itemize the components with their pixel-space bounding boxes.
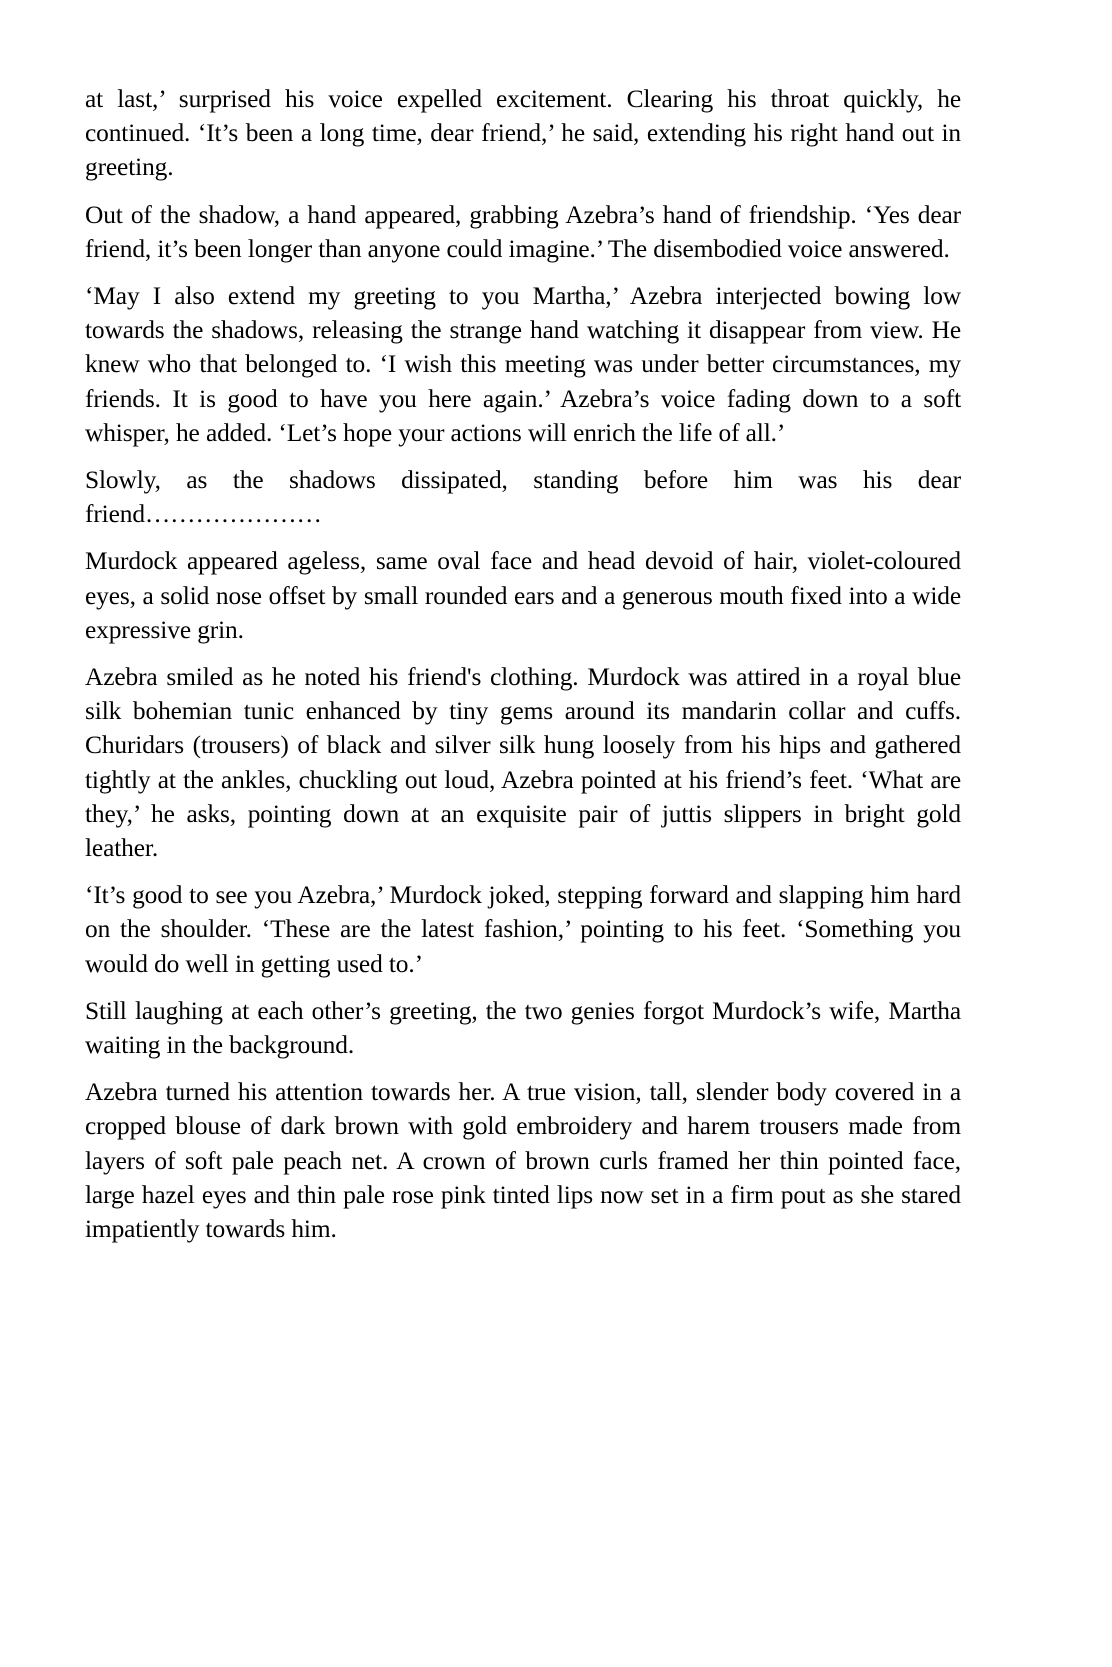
paragraph-9: Azebra turned his attention towards her. A true vision, tall, slender body covered in a cropped blouse of dark brown with gold embroidery and harem trousers made from layers of soft pale peach net. A crown of brown curls framed her thin pointed face, large hazel eyes and thin pale rose pink tinted lips now set in a firm pout as she stared impatiently towards him. xyxy=(85,1078,961,1244)
paragraph-7: ‘It’s good to see you Azebra,’ Murdock joked, stepping forward and slapping him hard on the shoulder. ‘These are the latest fashion,’ pointing to his feet. ‘Something you would do well in getting used to.’ xyxy=(85,881,961,978)
paragraph-1: at last,’ surprised his voice expelled excitement. Clearing his throat quickly, he continued. ‘It’s been a long time, dear friend,’ he said, extending his right hand out in greeting. xyxy=(85,85,961,182)
paragraph-8: Still laughing at each other’s greeting, the two genies forgot Murdock’s wife, Martha waiting in the background. xyxy=(85,996,961,1060)
paragraph-5: Murdock appeared ageless, same oval face and head devoid of hair, violet-coloured eyes, a solid nose offset by small rounded ears and a generous mouth fixed into a wide expressive grin. xyxy=(85,547,961,644)
paragraph-2: Out of the shadow, a hand appeared, grabbing Azebra’s hand of friendship. ‘Yes dear friend, it’s been longer than anyone could imagine.’ The disembodied voice answered. xyxy=(85,200,961,263)
text-column xyxy=(85,82,961,1246)
paragraph-4-ellipsis: Slowly, as the shadows dissipated, standing before him was his dear friend………………… xyxy=(85,466,961,529)
paragraph-6: Azebra smiled as he noted his friend's clothing. Murdock was attired in a royal blue silk bohemian tunic enhanced by tiny gems around its mandarin collar and cuffs. Churidars (trousers) of black and silver silk hung loosely from his hips and gathered tightly at the ankles, chuckling out loud, Azebra pointed at his friend’s feet. ‘What are they,’ he asks, pointing down at an exquisite pair of juttis slippers in bright gold leather. xyxy=(85,663,961,863)
paragraph-3: ‘May I also extend my greeting to you Martha,’ Azebra interjected bowing low towards the shadows, releasing the strange hand watching it disappear from view. He knew who that belonged to. ‘I wish this meeting was under better circumstances, my friends. It is good to have you here again.’ Azebra’s voice fading down to a soft whisper, he added. ‘Let’s hope your actions will enrich the life of all.’ xyxy=(85,282,961,447)
